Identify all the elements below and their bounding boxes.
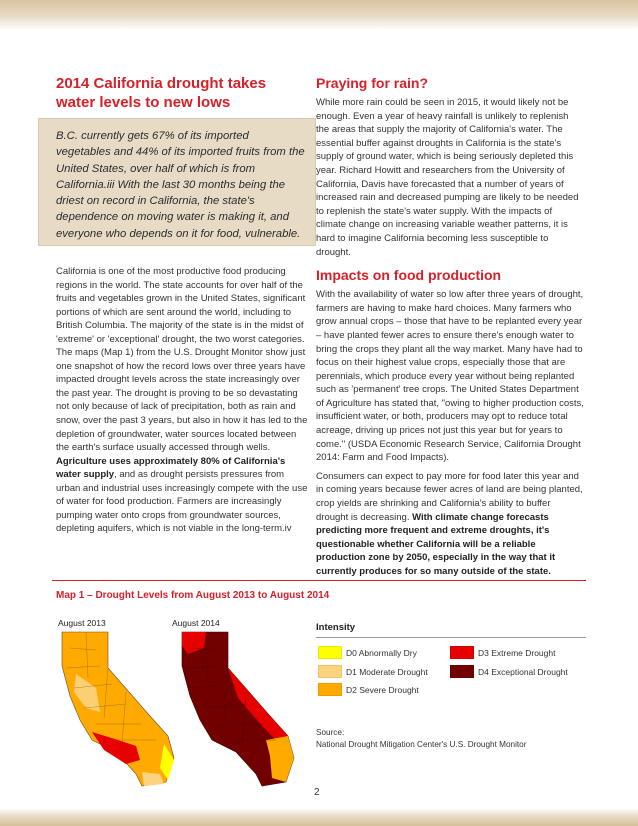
consumers-paragraph <box>316 470 584 579</box>
legend-label-d0: D0 Abnormally Dry <box>346 647 417 658</box>
legend-item-d2 <box>318 683 419 696</box>
food-paragraph: With the availability of water so low after three years of drought, farmers are having to make hard choices. Many farmers who grow annual crops – those that have to be replanted every year – have planted fewer acres to ensure there's enough water to bring the crops they plant all the way market. Many have had to focus on their highest value crops, especially those that are perennials, which produce every year without being replanted such as 'permanent' tree crops. The United States Department of Agriculture has stated that, "owing to higher production costs, insufficient water, or both, producers may opt to reduce total acreage, driving up prices not just this year but for years to come." (USDA Economic Research Service, California Drought 2014: Farm and Food Impacts). <box>316 289 584 464</box>
section-divider <box>52 580 586 581</box>
legend-divider <box>316 637 586 638</box>
left-body-bold: Agriculture uses approximately 80% of California's water supply <box>56 455 286 481</box>
legend-swatch-d3 <box>450 646 474 659</box>
legend-label-d3: D3 Extreme Drought <box>478 647 556 658</box>
right-column <box>316 74 584 579</box>
left-body-text <box>56 265 308 536</box>
source-label: Source: <box>316 728 345 737</box>
legend-swatch-d4 <box>450 665 474 678</box>
california-map-2014 <box>182 632 294 786</box>
legend-swatch-d0 <box>318 646 342 659</box>
legend-item-d0 <box>318 646 417 659</box>
legend-label-d4: D4 Exceptional Drought <box>478 666 568 677</box>
section-heading-food: Impacts on food production <box>316 267 502 284</box>
left-body-part-a: California is one of the most productive food producing regions in the world. The state accounts for over half of the fruits and vegetables grown in the United States, significant portions of which are sent around the world, including to British Columbia. The majority of the state is in the midst of 'extreme' or 'exceptional' drought, the two worst categories. The maps (Map 1) from the U.S. Drought Monitor show just one snapshot of how the record lows over three years have impacted drought levels across the state increasingly over the past year. The drought is proving to be so devastating not only because of lack of precipitation, both as rain and snow, over the past 3 years, but also in how it has led to the depletion of groundwater, water sources located between the earth's surface usually accessed through wells. <box>56 266 308 454</box>
legend-item-d4 <box>450 665 568 678</box>
legend-title: Intensity <box>316 622 356 633</box>
drought-maps <box>56 628 306 788</box>
rain-paragraph: While more rain could be seen in 2015, it would likely not be enough. Even a year of heavy rainfall is unlikely to replenish the areas that supply the majority of California's water. The essential buffer against droughts in California is the state's supply of ground water, which is being seriously depleted this year. Richard Howitt and researchers from the University of California, Davis have forecasted that a number of years of increased rain and decreased pumping are likely to be needed to replenish the state's water supply. With the impacts of climate change on increasing variable weather patterns, it is hard to imagine California becoming less susceptible to drought. <box>316 97 579 258</box>
left-column <box>56 74 308 112</box>
legend-item-d3 <box>450 646 555 659</box>
left-body-part-b: , and as drought persists pressures from urban and industrial uses increasingly compete with the use of water for food production. Farmers are increasingly pumping water onto crops from groundwater sources, depleting aquifers, which is not viable in the long-term.iv <box>56 469 308 535</box>
legend-swatch-d1 <box>318 665 342 678</box>
legend-swatch-d2 <box>318 683 342 696</box>
consumers-text: Consumers can expect to pay more for food later this year and in coming years because fewer acres of land are being planted, crop yields are shrinking and California's ability to buffer drought is decreasing. <box>316 470 583 523</box>
map-label-2014: August 2014 <box>172 618 220 628</box>
callout-text: B.C. currently gets 67% of its imported vegetables and 44% of its imported fruits from the United States, over half of which is from California.iii With the last 30 months being the driest on record in California, the state's dependence on moving water is making it, and everyone who depends on it for food, vulnerable. <box>56 130 305 240</box>
california-map-2013 <box>62 632 174 786</box>
section-heading-rain: Praying for rain? <box>316 75 429 91</box>
page-number: 2 <box>314 787 320 798</box>
legend-item-d1 <box>318 665 428 678</box>
section-heading-drought: 2014 California drought takes water levels to new lows <box>56 75 267 111</box>
map-label-2013: August 2013 <box>58 618 106 628</box>
map-source <box>316 727 526 750</box>
map-title: Map 1 – Drought Levels from August 2013 to August 2014 <box>56 590 330 601</box>
paper-edge-top <box>0 0 638 30</box>
map-2013-state <box>62 632 174 786</box>
legend-label-d1: D1 Moderate Drought <box>346 666 428 677</box>
source-text: National Drought Mitigation Center's U.S. Drought Monitor <box>316 739 527 749</box>
paper-edge-bottom <box>0 808 638 826</box>
legend-label-d2: D2 Severe Drought <box>346 684 419 695</box>
consumers-bold-text: With climate change forecasts predicting more frequent and extreme droughts, it's questionable whether California will be a reliable production zone by 2050, especially in the way that it currently produces for so many outside of the state. <box>316 511 556 577</box>
